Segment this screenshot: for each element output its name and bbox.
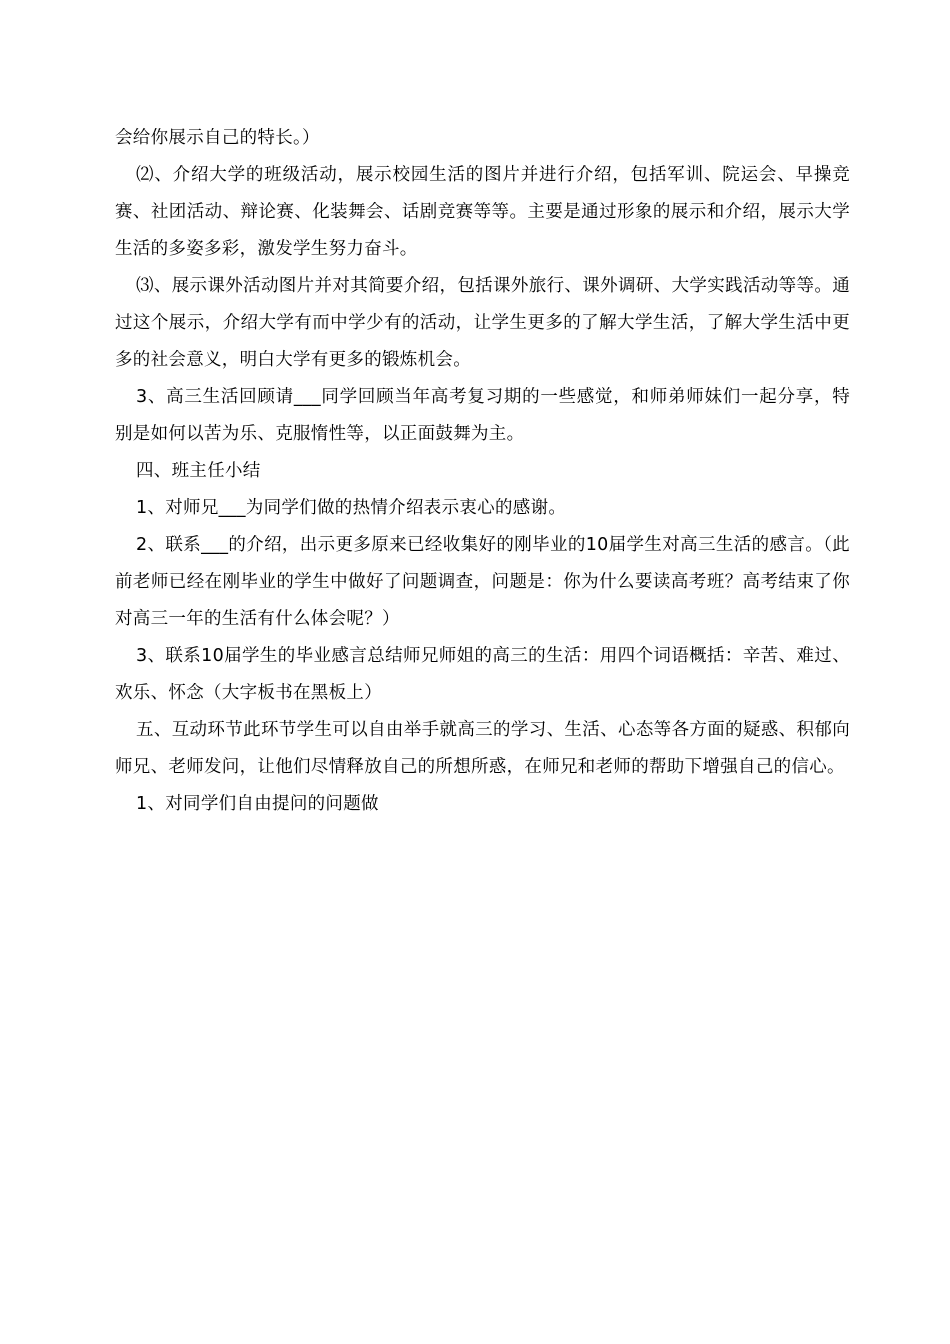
section-heading-teacher-summary: 四、班主任小结	[136, 461, 261, 481]
paragraph-graduate-testimonials: 2、联系___的介绍，出示更多原来已经收集好的刚毕业的10届学生对高三生活的感言。（此前老师已经在刚毕业的学生中做好了问题调查，问题是：你为什么要读高考班？高考结束了你对高三一年的生活有什么体会呢？）	[115, 535, 850, 629]
paragraph-extracurricular-activities: ⑶、展示课外活动图片并对其简要介绍，包括课外旅行、课外调研、大学实践活动等等。通过这个展示，介绍大学有而中学少有的活动，让学生更多的了解大学生活，了解大学生活中更多的社会意义，明白大学有更多的锻炼机会。	[115, 276, 850, 370]
paragraph-class-activities: ⑵、介绍大学的班级活动，展示校园生活的图片并进行介绍，包括军训、院运会、早操竞赛、社团活动、辩论赛、化装舞会、话剧竞赛等等。主要是通过形象的展示和介绍，展示大学生活的多姿多彩，激发学生努力奋斗。	[115, 165, 850, 259]
paragraph-four-words-summary: 3、联系10届学生的毕业感言总结师兄师姐的高三的生活：用四个词语概括：辛苦、难过、欢乐、怀念（大字板书在黑板上）	[115, 646, 850, 703]
paragraph-thanks: 1、对师兄___为同学们做的热情介绍表示衷心的感谢。	[136, 498, 567, 518]
paragraph-continuation: 会给你展示自己的特长。）	[115, 128, 320, 148]
paragraph-free-questions: 1、对同学们自由提问的问题做	[136, 794, 379, 814]
section-heading-interaction: 五、互动环节此环节学生可以自由举手就高三的学习、生活、心态等各方面的疑惑、积郁向师兄、老师发问，让他们尽情释放自己的所想所惑，在师兄和老师的帮助下增强自己的信心。	[115, 720, 850, 777]
paragraph-senior-year-review: 3、高三生活回顾请___同学回顾当年高考复习期的一些感觉，和师弟师妹们一起分享，特别是如何以苦为乐、克服惰性等，以正面鼓舞为主。	[115, 387, 850, 444]
document-body	[115, 120, 850, 823]
